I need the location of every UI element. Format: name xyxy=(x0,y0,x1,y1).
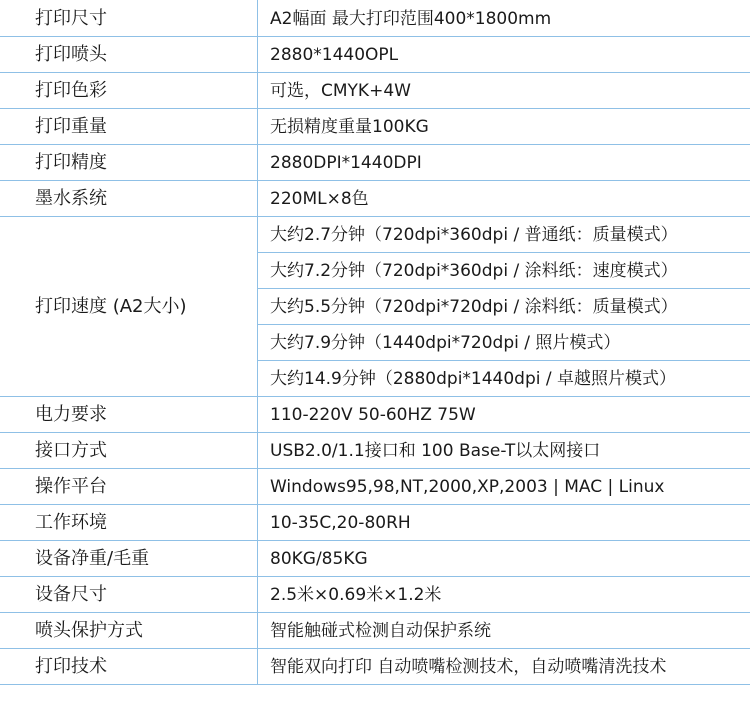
spec-value: 110-220V 50-60HZ 75W xyxy=(258,397,750,433)
table-row xyxy=(1,1,750,37)
spec-value: 2.5米×0.69米×1.2米 xyxy=(258,577,750,613)
table-row xyxy=(1,217,750,253)
table-row xyxy=(1,577,750,613)
table-row xyxy=(1,433,750,469)
table-row xyxy=(1,109,750,145)
spec-value: 大约5.5分钟（720dpi*720dpi / 涂料纸：质量模式） xyxy=(258,289,750,325)
spec-value: 无损精度重量100KG xyxy=(258,109,750,145)
spec-value: 大约2.7分钟（720dpi*360dpi / 普通纸：质量模式） xyxy=(258,217,750,253)
spec-label: 设备尺寸 xyxy=(1,577,258,613)
spec-value: Windows95,98,NT,2000,XP,2003 | MAC | Linux xyxy=(258,469,750,505)
spec-label: 设备净重/毛重 xyxy=(1,541,258,577)
spec-label: 工作环境 xyxy=(1,505,258,541)
spec-value: 10-35C,20-80RH xyxy=(258,505,750,541)
spec-value: USB2.0/1.1接口和 100 Base-T以太网接口 xyxy=(258,433,750,469)
spec-value: 大约7.9分钟（1440dpi*720dpi / 照片模式） xyxy=(258,325,750,361)
spec-value: 2880DPI*1440DPI xyxy=(258,145,750,181)
spec-value: 大约7.2分钟（720dpi*360dpi / 涂料纸：速度模式） xyxy=(258,253,750,289)
spec-label: 电力要求 xyxy=(1,397,258,433)
spec-value: 可选，CMYK+4W xyxy=(258,73,750,109)
table-row xyxy=(1,649,750,685)
spec-value: A2幅面 最大打印范围400*1800mm xyxy=(258,1,750,37)
spec-label: 打印重量 xyxy=(1,109,258,145)
spec-table-body xyxy=(1,1,750,685)
table-row xyxy=(1,397,750,433)
spec-label: 打印精度 xyxy=(1,145,258,181)
table-row xyxy=(1,73,750,109)
spec-label: 接口方式 xyxy=(1,433,258,469)
spec-value: 大约14.9分钟（2880dpi*1440dpi / 卓越照片模式） xyxy=(258,361,750,397)
spec-label: 墨水系统 xyxy=(1,181,258,217)
spec-label: 打印技术 xyxy=(1,649,258,685)
spec-value: 80KG/85KG xyxy=(258,541,750,577)
spec-label: 打印喷头 xyxy=(1,37,258,73)
spec-label: 操作平台 xyxy=(1,469,258,505)
spec-value: 220ML×8色 xyxy=(258,181,750,217)
table-row xyxy=(1,469,750,505)
spec-label: 喷头保护方式 xyxy=(1,613,258,649)
spec-label: 打印色彩 xyxy=(1,73,258,109)
table-row xyxy=(1,145,750,181)
spec-value: 2880*1440OPL xyxy=(258,37,750,73)
spec-value: 智能触碰式检测自动保护系统 xyxy=(258,613,750,649)
table-row xyxy=(1,505,750,541)
table-row xyxy=(1,37,750,73)
table-row xyxy=(1,181,750,217)
spec-label: 打印速度 (A2大小) xyxy=(1,217,258,397)
table-row xyxy=(1,541,750,577)
spec-value: 智能双向打印 自动喷嘴检测技术，自动喷嘴清洗技术 xyxy=(258,649,750,685)
spec-label: 打印尺寸 xyxy=(1,1,258,37)
table-row xyxy=(1,613,750,649)
